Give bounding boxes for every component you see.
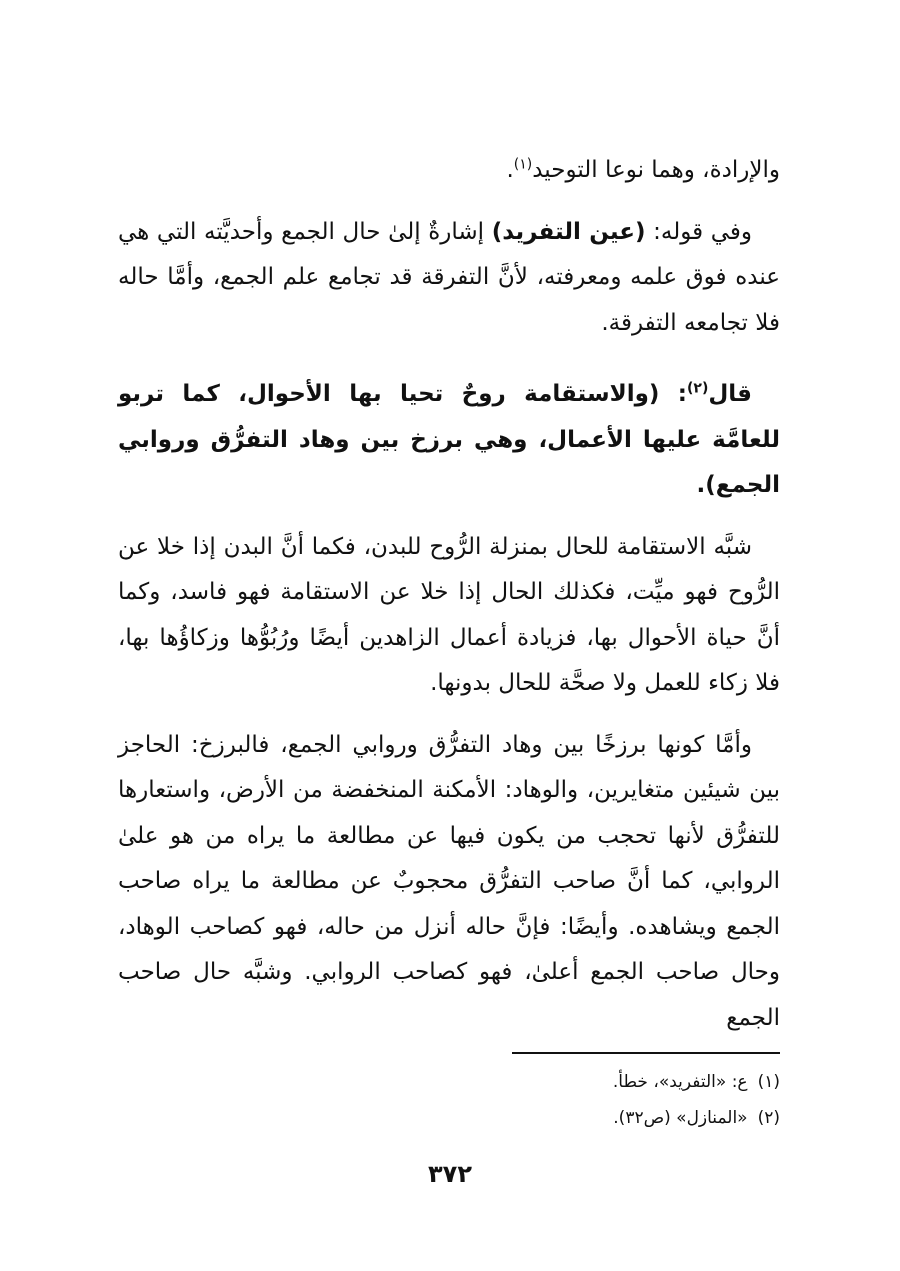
paragraph-3-text: : (والاستقامة روحٌ تحيا بها الأحوال، كما تربو للعامَّة عليها الأعمال، وهي برزخ بين وهاد التفرُّق وروابي الجمع). [118, 381, 780, 498]
paragraph-2-intro: وفي قوله: [645, 218, 752, 245]
paragraph-3-label: قال [708, 381, 752, 407]
footnote-2-text: «المنازل» (ص٣٢). [613, 1108, 748, 1128]
page-number: ٣٧٢ [428, 1160, 472, 1188]
paragraph-1-text: والإرادة، وهما نوعا التوحيد [532, 157, 780, 183]
footnote-2 [118, 1100, 780, 1136]
footnote-1-text: ع: «التفريد»، خطأ. [612, 1072, 748, 1092]
paragraph-5 [118, 723, 780, 1042]
paragraph-3 [118, 372, 780, 509]
footnotes [118, 1064, 780, 1136]
paragraph-1 [118, 148, 780, 194]
footnote-ref-1: (١) [513, 156, 533, 173]
footnote-ref-2: (٢) [686, 380, 709, 397]
paragraph-1-end: . [506, 157, 514, 183]
paragraph-4-text: شبَّه الاستقامة للحال بمنزلة الرُّوح للبدن، فكما أنَّ البدن إذا خلا عن الرُّوح فهو ميِّت، فكذلك الحال إذا خلا عن الاستقامة فهو فاسد، وكما أنَّ حياة الأحوال بها، فزيادة أعمال الزاهدين أيضًا ورُبُوُّها وزكاؤُها بها، فلا زكاء للعمل ولا صحَّة للحال بدونها. [118, 533, 780, 696]
paragraph-4 [118, 525, 780, 707]
paragraph-5-text: وأمَّا كونها برزخًا بين وهاد التفرُّق وروابي الجمع، فالبرزخ: الحاجز بين شيئين متغايرين، والوهاد: الأمكنة المنخفضة من الأرض، واستعارها للتفرُّق لأنها تحجب من يكون فيها عن مطالعة ما يراه من هو علىٰ الروابي، كما أنَّ صاحب التفرُّق محجوبٌ عن مطالعة ما يراه صاحب الجمع ويشاهده. وأيضًا: فإنَّ حاله أنزل من حاله، فهو كصاحب الوهاد، وحال صاحب الجمع أعلىٰ، فهو كصاحب الروابي. وشبَّه حال صاحب الجمع [118, 731, 780, 1031]
footnote-2-number: (٢) [757, 1108, 780, 1128]
main-text [118, 148, 780, 1041]
paragraph-2-rest: إشارةٌ إلىٰ حال الجمع وأحديَّته التي هي عنده فوق علمه ومعرفته، لأنَّ التفرقة قد تجامع علم الجمع، وأمَّا حاله فلا تجامعه التفرقة. [118, 218, 780, 336]
paragraph-2 [118, 210, 780, 347]
footnote-1-number: (١) [757, 1072, 780, 1092]
paragraph-2-bold-term: (عين التفريد) [491, 218, 646, 245]
footnote-divider [512, 1052, 780, 1054]
footnote-1 [118, 1064, 780, 1100]
